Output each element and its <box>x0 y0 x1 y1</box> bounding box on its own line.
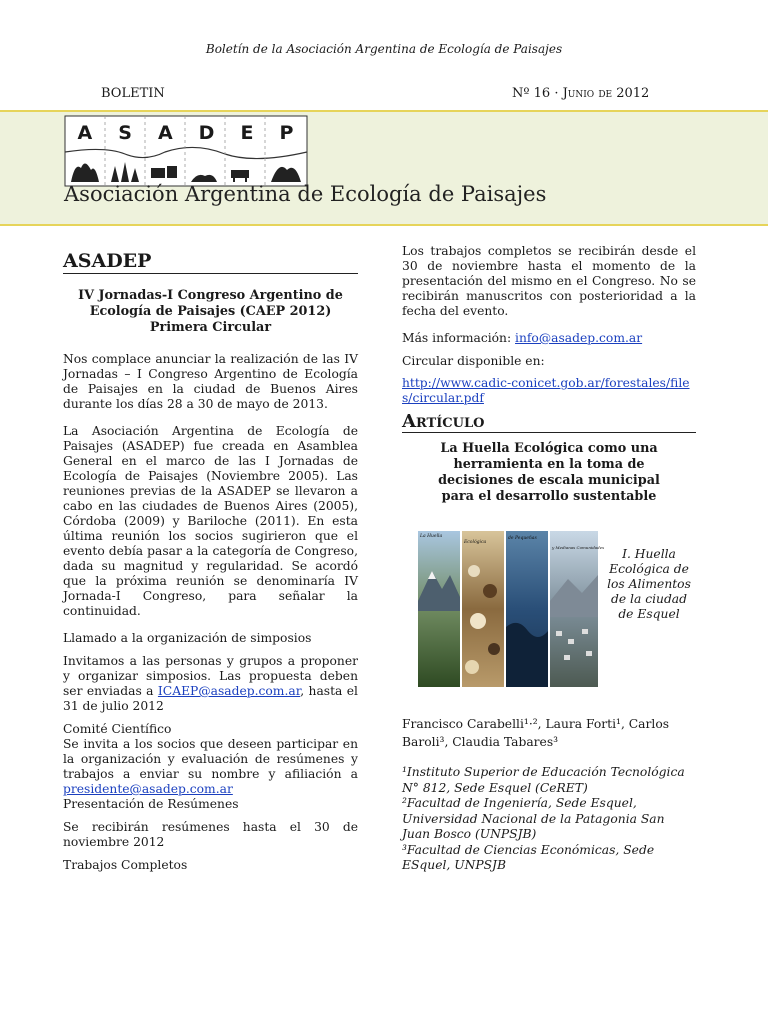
full-papers-heading: Trabajos Completos <box>63 858 188 872</box>
photo-label-4: y Medianas Comunidades <box>552 545 605 550</box>
more-info <box>402 331 696 346</box>
presidente-email-link[interactable]: presidente@asadep.com.ar <box>63 782 233 796</box>
circular-label: Circular disponible en: <box>402 354 545 368</box>
full-papers-paragraph: Los trabajos completos se recibirán desde el 30 de noviembre hasta el momento de la presentación del mismo en el Congreso. No se recibirán manuscritos con posterioridad a la fecha del evento. <box>402 244 696 318</box>
issue-number: Nº 16 <box>512 86 551 101</box>
article-figure <box>402 531 696 697</box>
authors: Francisco Carabelli¹·², Laura Forti¹, Carlos Baroli³, Claudia Tabares³ <box>402 717 670 749</box>
boletin-label: BOLETIN <box>101 86 165 101</box>
asadep-logo <box>65 116 307 186</box>
symposia-deadline: , hasta el 31 de julio 2012 <box>63 684 358 713</box>
logo-letters: A S A D E P <box>77 122 295 144</box>
running-header: Boletín de la Asociación Argentina de Ecología de Paisajes <box>205 42 563 56</box>
symposia-heading: Llamado a la organización de simposios <box>63 631 312 645</box>
symposia-text: Invitamos a las personas y grupos a proponer y organizar simposios. Las propuesta deben ser enviadas a <box>63 654 358 698</box>
affiliations <box>402 765 696 874</box>
photo-label-1: La Huella <box>420 534 443 539</box>
circular-url-link[interactable]: http://www.cadic-conicet.gob.ar/forestales/files/circular.pdf <box>402 376 690 405</box>
issue-date: · Junio de 2012 <box>554 86 650 101</box>
figure-caption: I. Huella Ecológica de los Alimentos de la ciudad de Esquel <box>607 547 691 621</box>
committee-heading: Comité Científico <box>63 722 172 736</box>
affiliation-2: ²Facultad de Ingeniería, Sede Esquel, Universidad Nacional de la Patagonia San Juan Bosco (UNPSJB) <box>402 796 665 841</box>
photo-label-3: de Pequeñas <box>508 536 537 541</box>
affiliation-1: ¹Instituto Superior de Educación Tecnológica N° 812, Sede Esquel (CeRET) <box>402 765 685 795</box>
committee-paragraph <box>63 737 358 797</box>
more-info-label: Más información: <box>402 331 512 345</box>
affiliation-3: ³Facultad de Ciencias Económicas, Sede ESquel, UNPSJB <box>402 842 655 872</box>
abstracts-heading: Presentación de Resúmenes <box>63 797 239 811</box>
info-email-link[interactable]: info@asadep.com.ar <box>515 331 643 345</box>
article-title: La Huella Ecológica como una herramienta en la toma de decisiones de escala municipal para el desarrollo sustentable <box>438 441 660 504</box>
section-title-articulo: Artículo <box>402 414 696 433</box>
photo-label-2: Ecológica <box>464 540 487 545</box>
committee-text: Se invita a los socios que deseen participar en la organización y evaluación de resúmenes y trabajos a enviar su nombre y afiliación a <box>63 737 358 781</box>
conference-title: IV Jornadas-I Congreso Argentino de Ecología de Paisajes (CAEP 2012) Primera Circular <box>78 288 343 335</box>
header-band <box>0 110 768 226</box>
intro-paragraph: Nos complace anunciar la realización de las IV Jornadas – I Congreso Argentino de Ecología de Paisajes en la ciudad de Buenos Aires durante los días 28 a 30 de mayo de 2013. <box>63 352 358 411</box>
left-column <box>63 250 358 881</box>
footprint-photo-collage <box>418 531 605 687</box>
symposia-paragraph <box>63 654 358 714</box>
abstracts-paragraph: Se recibirán resúmenes hasta el 30 de noviembre 2012 <box>63 820 358 849</box>
icaep-email-link[interactable]: ICAEP@asadep.com.ar <box>157 684 301 698</box>
circular-url-wrap <box>402 376 692 406</box>
association-name: Asociación Argentina de Ecología de Paisajes <box>64 182 547 206</box>
issue-info <box>512 86 649 101</box>
section-title-asadep: ASADEP <box>63 254 358 274</box>
right-column <box>402 244 696 874</box>
history-paragraph: La Asociación Argentina de Ecología de Paisajes (ASADEP) fue creada en Asamblea General en el marco de las I Jornadas de Ecología de Paisajes (Noviembre 2005). Las reuniones previas de la ASADEP se llevaron a cabo en las ciudades de Buenos Aires (2005), Córdoba (2009) y Bariloche (2011). En esta última reunión los socios sugirieron que el evento debía pasar a la categoría de Congreso, dada su magnitud y regularidad. Se acordó que la próxima reunión se denominaría IV Jornada-I Congreso, para señalar la continuidad. <box>63 424 358 618</box>
